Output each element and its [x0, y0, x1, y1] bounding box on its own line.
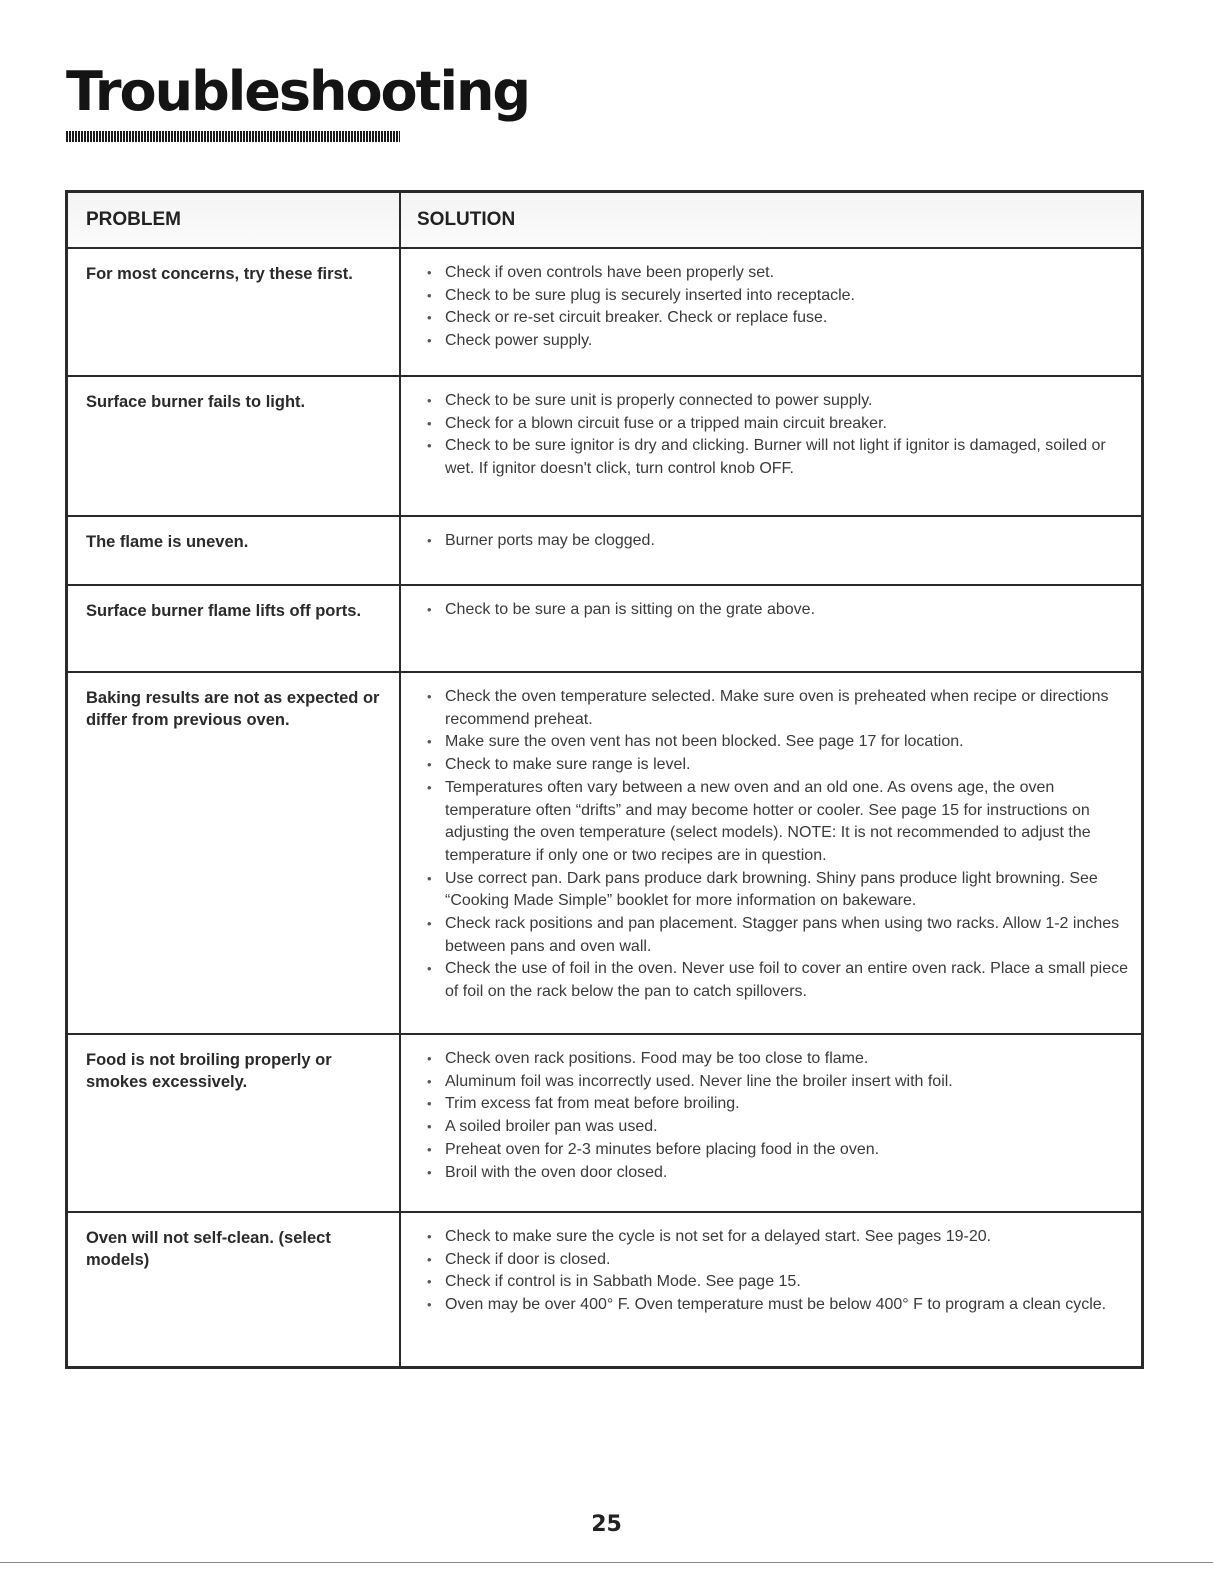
problem-cell: Baking results are not as expected or differ from previous oven. [68, 673, 401, 1033]
solution-item: • Check if control is in Sabbath Mode. See page 15. [427, 1271, 1131, 1294]
solution-item: • A soiled broiler pan was used. [427, 1116, 1131, 1139]
solution-item: • Check the oven temperature selected. Make sure oven is preheated when recipe or directions recommend preheat. [427, 686, 1131, 731]
table-row [68, 517, 1141, 586]
solution-item: • Check to be sure ignitor is dry and clicking. Burner will not light if ignitor is damaged, soiled or wet. If ignitor doesn't click, turn control knob OFF. [427, 435, 1131, 480]
problem-cell: Oven will not self-clean. (select models) [68, 1213, 401, 1366]
solution-item: • Make sure the oven vent has not been blocked. See page 17 for location. [427, 731, 1131, 754]
solution-item: • Check for a blown circuit fuse or a tripped main circuit breaker. [427, 413, 1131, 436]
solution-item: • Check to make sure the cycle is not set for a delayed start. See pages 19-20. [427, 1226, 1131, 1249]
solution-item: • Check if door is closed. [427, 1249, 1131, 1272]
solution-item: • Preheat oven for 2-3 minutes before placing food in the oven. [427, 1139, 1131, 1162]
solution-item: • Trim excess fat from meat before broiling. [427, 1093, 1131, 1116]
table-header [68, 193, 1141, 249]
solution-item: • Burner ports may be clogged. [427, 530, 1131, 553]
solution-item: • Check if oven controls have been properly set. [427, 262, 1131, 285]
solution-cell [401, 1213, 1141, 1366]
problem-cell: Surface burner flame lifts off ports. [68, 586, 401, 671]
table-row [68, 673, 1141, 1035]
solution-item: • Broil with the oven door closed. [427, 1162, 1131, 1185]
solution-cell [401, 1035, 1141, 1211]
solution-item: • Oven may be over 400° F. Oven temperature must be below 400° F to program a clean cycle. [427, 1294, 1131, 1317]
table-row [68, 1035, 1141, 1213]
solution-item: • Check oven rack positions. Food may be too close to flame. [427, 1048, 1131, 1071]
solution-header: SOLUTION [401, 193, 1141, 247]
solution-cell [401, 377, 1141, 515]
problem-cell: The flame is uneven. [68, 517, 401, 584]
problem-cell: For most concerns, try these first. [68, 249, 401, 375]
solution-cell [401, 673, 1141, 1033]
solution-item: • Check power supply. [427, 330, 1131, 353]
solution-item: • Use correct pan. Dark pans produce dark browning. Shiny pans produce light browning. See “Cooking Made Simple” booklet for more information on bakeware. [427, 868, 1131, 913]
troubleshooting-table [65, 190, 1144, 1369]
problem-cell: Food is not broiling properly or smokes excessively. [68, 1035, 401, 1211]
solution-cell [401, 249, 1141, 375]
problem-header: PROBLEM [68, 193, 401, 247]
solution-item: • Check to be sure plug is securely inserted into receptacle. [427, 285, 1131, 308]
table-row [68, 377, 1141, 517]
solution-cell [401, 586, 1141, 671]
table-row [68, 1213, 1141, 1366]
title-underline [66, 131, 400, 142]
solution-item: • Check rack positions and pan placement. Stagger pans when using two racks. Allow 1-2 inches between pans and oven wall. [427, 913, 1131, 958]
solution-item: • Check or re-set circuit breaker. Check or replace fuse. [427, 307, 1131, 330]
solution-item: • Check to make sure range is level. [427, 754, 1131, 777]
solution-item: • Aluminum foil was incorrectly used. Never line the broiler insert with foil. [427, 1071, 1131, 1094]
table-row [68, 249, 1141, 377]
solution-item: • Temperatures often vary between a new oven and an old one. As ovens age, the oven temperature often “drifts” and may become hotter or cooler. See page 15 for instructions on adjusting the oven temperature (select models). NOTE: It is not recommended to adjust the temperature if only one or two recipes are in question. [427, 777, 1131, 868]
solution-item: • Check to be sure unit is properly connected to power supply. [427, 390, 1131, 413]
page-title: Troubleshooting [66, 60, 530, 123]
solution-item: • Check the use of foil in the oven. Never use foil to cover an entire oven rack. Place a small piece of foil on the rack below the pan to catch spillovers. [427, 958, 1131, 1003]
solution-item: • Check to be sure a pan is sitting on the grate above. [427, 599, 1131, 622]
table-row [68, 586, 1141, 673]
solution-cell [401, 517, 1141, 584]
problem-cell: Surface burner fails to light. [68, 377, 401, 515]
bottom-divider [0, 1562, 1213, 1563]
page-number: 25 [591, 1512, 622, 1537]
